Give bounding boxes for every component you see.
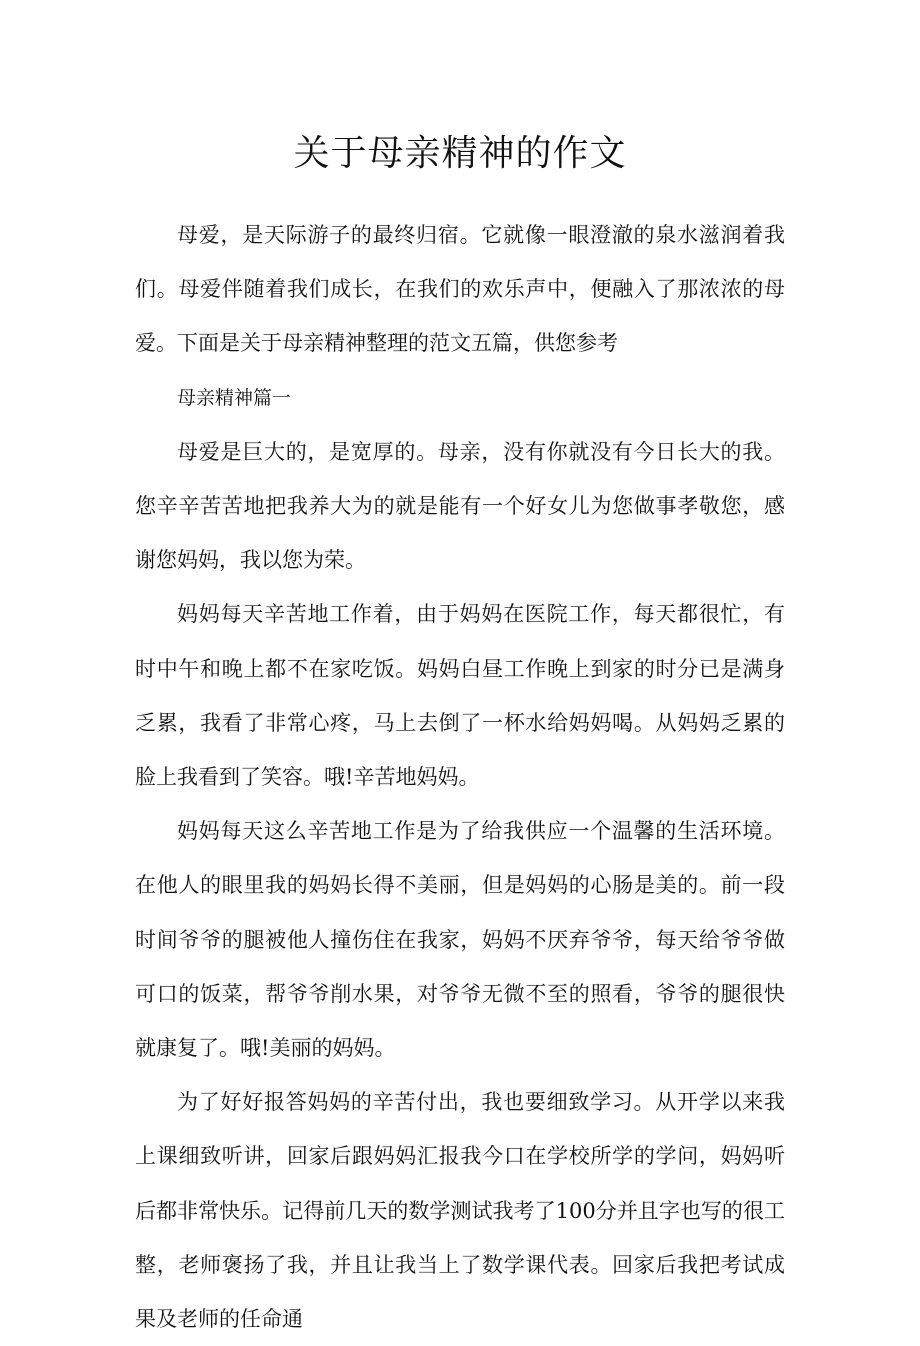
document-body (135, 208, 785, 1346)
intro-paragraph: 母爱，是天际游子的最终归宿。它就像一眼澄澈的泉水滋润着我们。母爱伴随着我们成长，在我们的欢乐声中，便融入了那浓浓的母爱。下面是关于母亲精神整理的范文五篇，供您参考 (135, 223, 785, 356)
body-paragraph: 妈妈每天这么辛苦地工作是为了给我供应一个温馨的生活环境。在他人的眼里我的妈妈长得不美丽，但是妈妈的心肠是美的。前一段时间爷爷的腿被他人撞伤住在我家，妈妈不厌弃爷爷，每天给爷爷做可口的饭菜，帮爷爷削水果，对爷爷无微不至的照看，爷爷的腿很快就康复了。哦!美丽的妈妈。 (135, 819, 785, 1061)
body-paragraph: 母爱是巨大的，是宽厚的。母亲，没有你就没有今日长大的我。您辛辛苦苦地把我养大为的就是能有一个好女儿为您做事孝敬您，感谢您妈妈，我以您为荣。 (135, 439, 785, 573)
section-heading: 母亲精神篇一 (177, 386, 292, 409)
body-paragraph: 为了好好报答妈妈的辛苦付出，我也要细致学习。从开学以来我上课细致听讲，回家后跟妈妈汇报我今口在学校所学的学问，妈妈听后都非常快乐。记得前几天的数学测试我考了100分并且字也写的很工整，老师褒扬了我，并且让我当上了数学课代表。回家后我把考试成果及老师的任命通 (135, 1090, 785, 1332)
document-title: 关于母亲精神的作文 (293, 133, 627, 174)
body-paragraph: 妈妈每天辛苦地工作着，由于妈妈在医院工作，每天都很忙，有时中午和晚上都不在家吃饭。妈妈白昼工作晚上到家的时分已是满身乏累，我看了非常心疼，马上去倒了一杯水给妈妈喝。从妈妈乏累的脸上我看到了笑容。哦!辛苦地妈妈。 (135, 602, 785, 790)
